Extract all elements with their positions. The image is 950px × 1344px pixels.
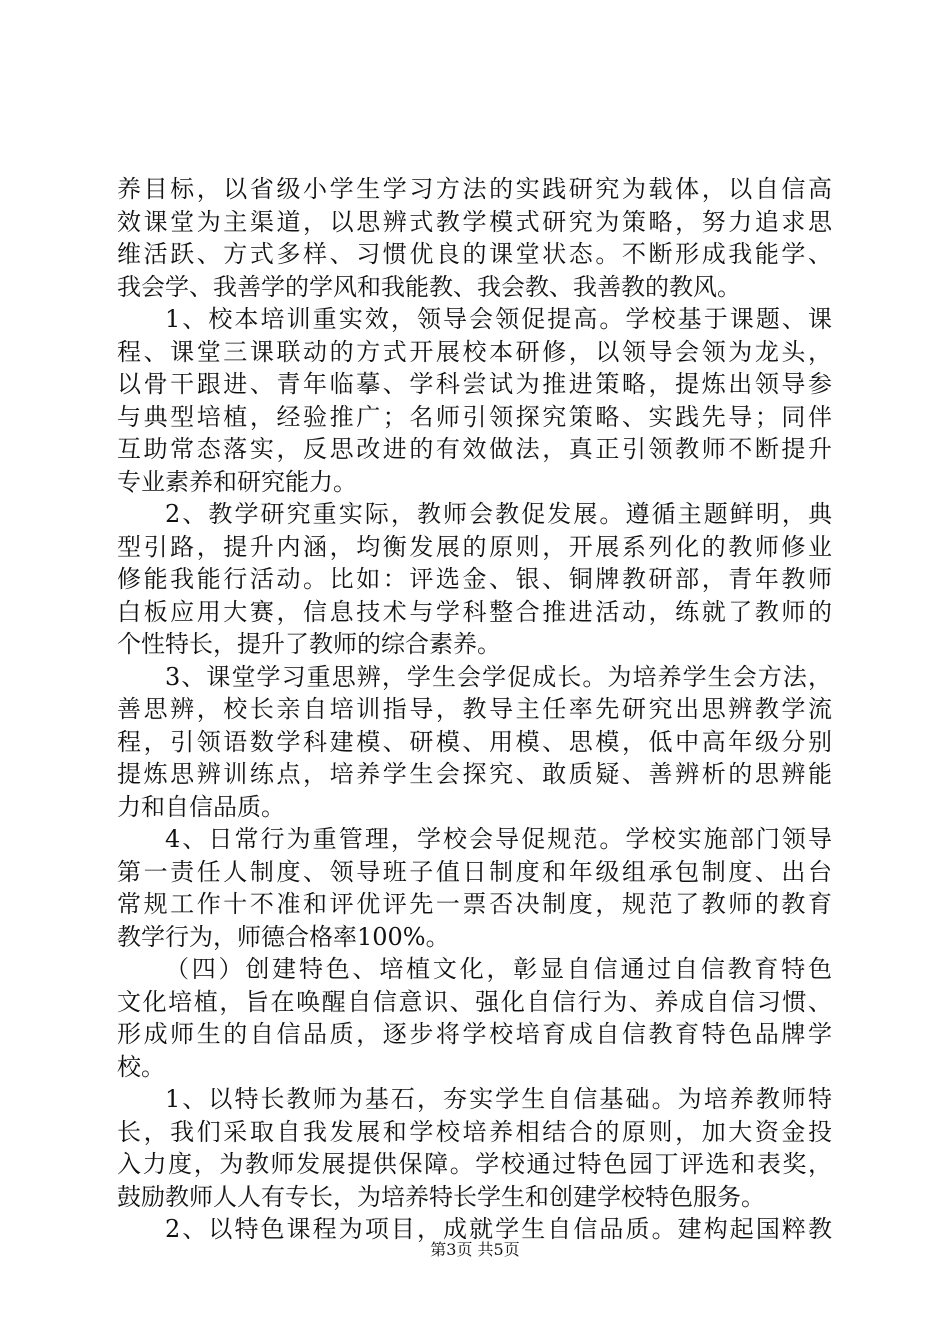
text-line: 1、校本培训重实效，领导会领促提高。学校基于课题、课 (165, 305, 832, 333)
text-line: 个性特长，提升了教师的综合素养。 (117, 630, 501, 658)
text-line: 第一责任人制度、领导班子值日制度和年级组承包制度、出台 (117, 857, 832, 886)
text-line: 与典型培植，经验推广；名师引领探究策略、实践先导；同伴 (117, 402, 832, 431)
text-line: 善思辨，校长亲自培训指导，教导主任率先研究出思辨教学流 (117, 695, 832, 723)
text-line: 1、以特长教师为基石，夯实学生自信基础。为培养教师特 (165, 1085, 832, 1113)
text-line: 鼓励教师人人有专长，为培养特长学生和创建学校特色服务。 (117, 1182, 765, 1211)
text-line: 维活跃、方式多样、习惯优良的课堂状态。不断形成我能学、 (117, 240, 832, 268)
body-text (117, 173, 832, 1246)
text-line: 白板应用大赛，信息技术与学科整合推进活动，练就了教师的 (117, 597, 832, 626)
text-line: （四）创建特色、培植文化，彰显自信通过自信教育特色 (165, 955, 832, 983)
text-line: 养目标，以省级小学生学习方法的实践研究为载体，以自信高 (117, 175, 832, 203)
text-line: 文化培植，旨在唤醒自信意识、强化自信行为、养成自信习惯、 (117, 987, 832, 1016)
text-line: 修能我能行活动。比如：评选金、银、铜牌教研部，青年教师 (117, 565, 832, 593)
page-footer: 第3页 共5页 (430, 1240, 520, 1259)
text-line: 程、课堂三课联动的方式开展校本研修，以领导会领为龙头， (117, 337, 832, 366)
text-line: 互助常态落实，反思改进的有效做法，真正引领教师不断提升 (117, 435, 832, 463)
text-line: 形成师生的自信品质，逐步将学校培育成自信教育特色品牌学 (117, 1020, 832, 1048)
text-line: 2、以特色课程为项目，成就学生自信品质。建构起国粹教 (165, 1215, 832, 1243)
text-line: 程，引领语数学科建模、研模、用模、思模，低中高年级分别 (117, 727, 832, 756)
text-line: 力和自信品质。 (117, 792, 285, 821)
text-line: 4、日常行为重管理，学校会导促规范。学校实施部门领导 (165, 825, 832, 853)
text-line: 我会学、我善学的学风和我能教、我会教、我善教的教风。 (117, 272, 741, 301)
text-line: 效课堂为主渠道，以思辨式教学模式研究为策略，努力追求思 (117, 207, 832, 236)
text-line: 2、教学研究重实际，教师会教促发展。遵循主题鲜明，典 (165, 500, 832, 528)
text-line: 以骨干跟进、青年临摹、学科尝试为推进策略，提炼出领导参 (117, 370, 832, 398)
text-line: 常规工作十不准和评优评先一票否决制度，规范了教师的教育 (117, 890, 832, 918)
text-line: 入力度，为教师发展提供保障。学校通过特色园丁评选和表奖， (117, 1150, 832, 1178)
text-line: 长，我们采取自我发展和学校培养相结合的原则，加大资金投 (117, 1117, 832, 1146)
text-line: 提炼思辨训练点，培养学生会探究、敢质疑、善辨析的思辨能 (117, 760, 832, 788)
text-line: 型引路，提升内涵，均衡发展的原则，开展系列化的教师修业 (117, 532, 832, 561)
text-line: 专业素养和研究能力。 (117, 467, 357, 496)
text-line: 3、课堂学习重思辨，学生会学促成长。为培养学生会方法， (165, 662, 832, 691)
text-line: 校。 (117, 1052, 165, 1081)
text-line: 教学行为，师德合格率100%。 (117, 922, 450, 951)
